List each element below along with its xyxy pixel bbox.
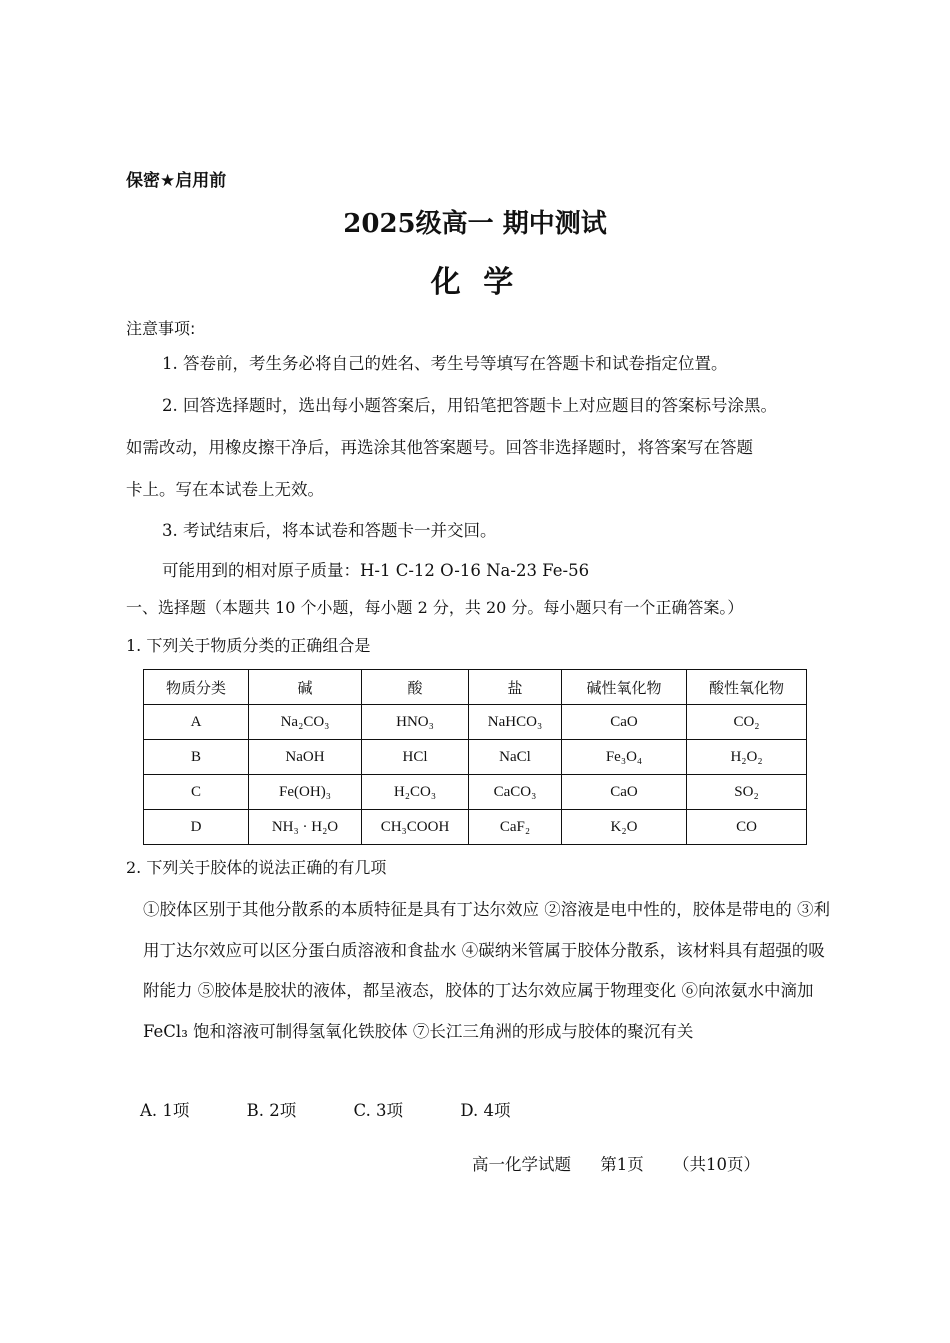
table-cell: A — [144, 705, 249, 740]
table-cell: CaCO₃ — [469, 775, 562, 810]
table-cell: C — [144, 775, 249, 810]
table-cell: CaF₂ — [469, 810, 562, 845]
question-2-choices — [140, 1097, 562, 1121]
notice-item-1: 1. 答卷前，考生务必将自己的姓名、考生号等填写在答题卡和试卷指定位置。 — [162, 354, 728, 373]
table-cell: CaO — [562, 705, 687, 740]
footer-page: 第1页 — [600, 1155, 644, 1174]
table-row — [144, 740, 807, 775]
table-cell: NaHCO₃ — [469, 705, 562, 740]
table-cell: Fe₃O₄ — [562, 740, 687, 775]
table-cell: H₂O₂ — [687, 740, 807, 775]
notice-heading: 注意事项: — [126, 319, 196, 338]
table-cell: CaO — [562, 775, 687, 810]
table-cell: B — [144, 740, 249, 775]
choice-b: B. 2项 — [246, 1101, 297, 1120]
classification-table — [143, 669, 807, 845]
table-cell: CO — [687, 810, 807, 845]
notice-item-2-line-1: 2. 回答选择题时，选出每小题答案后，用铅笔把答题卡上对应题目的答案标号涂黑。 — [162, 396, 777, 415]
table-cell: SO₂ — [687, 775, 807, 810]
choice-c: C. 3项 — [353, 1101, 404, 1120]
table-cell: D — [144, 810, 249, 845]
question-2-stem: 2. 下列关于胶体的说法正确的有几项 — [126, 858, 387, 877]
table-cell: H₂CO₃ — [362, 775, 469, 810]
table-cell: Na₂CO₃ — [249, 705, 362, 740]
table-header-cell: 碱 — [249, 670, 362, 705]
table-cell: Fe(OH)₃ — [249, 775, 362, 810]
question-1-stem: 1. 下列关于物质分类的正确组合是 — [126, 636, 371, 655]
choice-a: A. 1项 — [140, 1101, 190, 1120]
table-cell: NaOH — [249, 740, 362, 775]
footer-total: （共10页） — [673, 1155, 760, 1174]
table-header-cell: 物质分类 — [144, 670, 249, 705]
question-2-statements — [143, 890, 833, 1052]
table-header-cell: 酸性氧化物 — [687, 670, 807, 705]
table-cell: NaCl — [469, 740, 562, 775]
table-cell: NH₃ · H₂O — [249, 810, 362, 845]
table-cell: K₂O — [562, 810, 687, 845]
table-cell: CH₃COOH — [362, 810, 469, 845]
table-cell: HCl — [362, 740, 469, 775]
table-row — [144, 705, 807, 740]
table-header-cell: 盐 — [469, 670, 562, 705]
question-2-body: ①胶体区别于其他分散系的本质特征是具有丁达尔效应 ②溶液是电中性的，胶体是带电的 ③利用丁达尔效应可以区分蛋白质溶液和食盐水 ④碳纳米管属于胶体分散系，该材料具有超强的吸附能力 ⑤胶体是胶状的液体，都呈液态，胶体的丁达尔效应属于物理变化 ⑥向浓氨水中滴加 FeCl₃ 饱和溶液可制得氢氧化铁胶体 ⑦长江三角洲的形成与胶体的聚沉有关 — [143, 900, 830, 1041]
footer-subject: 高一化学试题 — [472, 1155, 571, 1174]
table-row — [144, 775, 807, 810]
notice-item-2-line-2: 如需改动，用橡皮擦干净后，再选涂其他答案题号。回答非选择题时，将答案写在答题 — [126, 438, 753, 457]
page-footer — [472, 1151, 784, 1175]
table-header-cell: 酸 — [362, 670, 469, 705]
subject-title: 化 学 — [430, 265, 520, 300]
choice-d: D. 4项 — [460, 1101, 511, 1120]
notice-item-2-line-3: 卡上。写在本试卷上无效。 — [126, 480, 324, 499]
confidential-mark: 保密★启用前 — [126, 171, 227, 191]
table-cell: HNO₃ — [362, 705, 469, 740]
atomic-mass-line: 可能用到的相对原子质量：H-1 C-12 O-16 Na-23 Fe-56 — [162, 561, 590, 580]
table-header-row — [144, 670, 807, 705]
notice-item-3: 3. 考试结束后，将本试卷和答题卡一并交回。 — [162, 521, 497, 540]
table-cell: CO₂ — [687, 705, 807, 740]
exam-title: 2025级高一 期中测试 — [343, 209, 607, 239]
table-row — [144, 810, 807, 845]
section-heading: 一、选择题（本题共 10 个小题，每小题 2 分，共 20 分。每小题只有一个正确答案。） — [126, 598, 744, 617]
table-header-cell: 碱性氧化物 — [562, 670, 687, 705]
